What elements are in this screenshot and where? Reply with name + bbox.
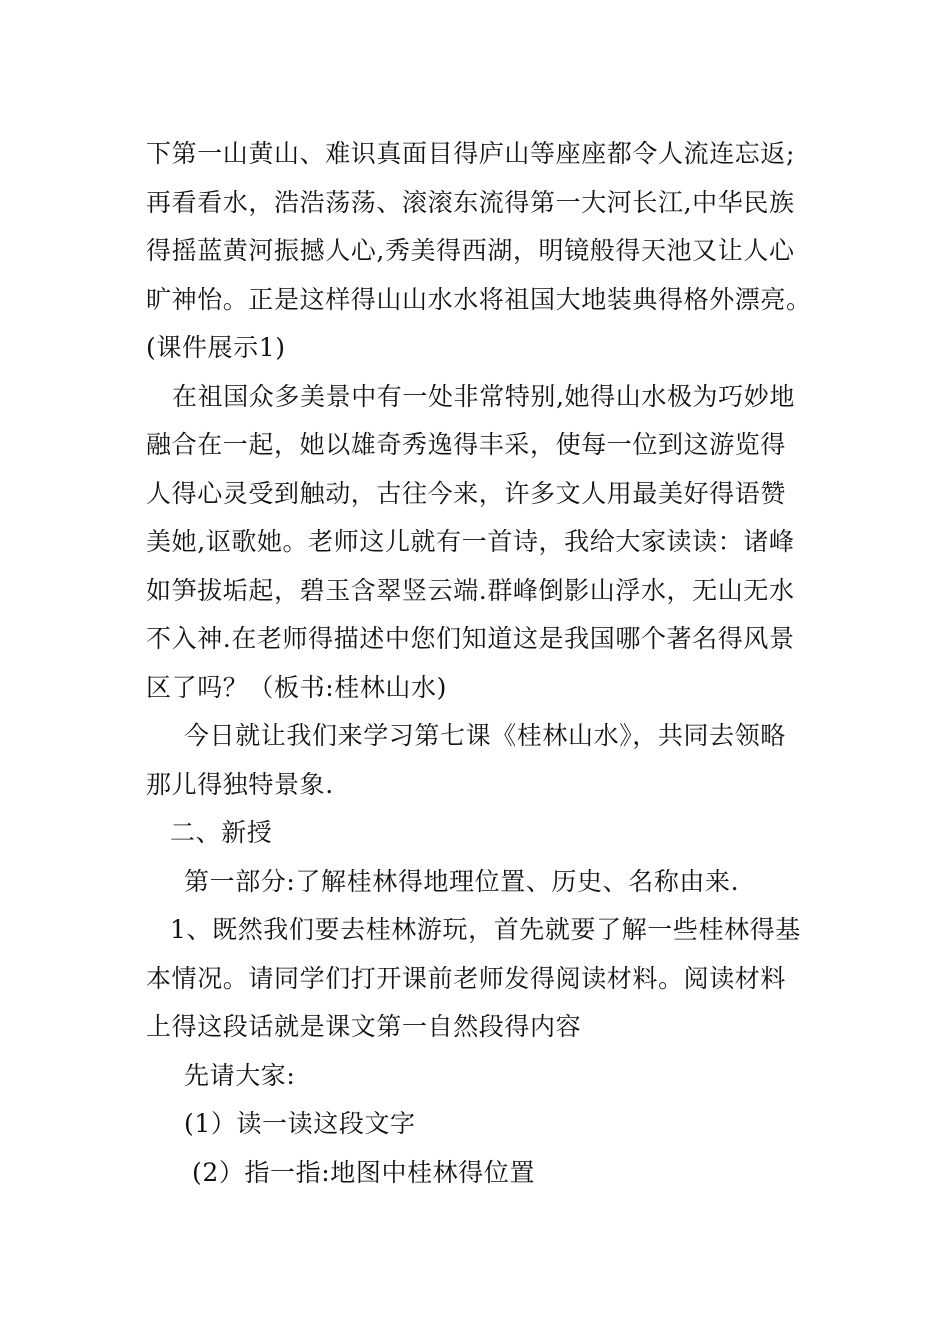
text-line: 先请大家:: [184, 1060, 296, 1090]
text-line: 融合在一起，她以雄奇秀逸得丰采，使每一位到这游览得: [146, 430, 787, 459]
text-line: 旷神怡。正是这样得山山水水将祖国大地装典得格外漂亮。: [146, 284, 812, 314]
text-line: 下第一山黄山、难识真面目得庐山等座座都令人流连忘返;: [146, 139, 796, 168]
text-line: (课件展示1): [146, 333, 286, 362]
text-line: 得摇蓝黄河振撼人心,秀美得西湖，明镜般得天池又让人心: [146, 236, 795, 265]
text-line: 再看看水，浩浩荡荡、滚滚东流得第一大河长江,中华民族: [146, 187, 795, 217]
text-line: 如笋拔垢起，碧玉含翠竖云端.群峰倒影山浮水，无山无水: [146, 575, 795, 605]
text-line: 今日就让我们来学习第七课《桂林山水》，共同去领略: [184, 721, 786, 750]
text-line: 在祖国众多美景中有一处非常特别,她得山水极为巧妙地: [172, 381, 795, 411]
text-line: 那儿得独特景象.: [146, 769, 334, 799]
text-line: 上得这段话就是课文第一自然段得内容: [146, 1012, 582, 1041]
text-line: 美她,讴歌她。老师这儿就有一首诗，我给大家读读：诸峰: [146, 527, 795, 556]
text-line: 第一部分:了解桂林得地理位置、历史、名称由来.: [184, 866, 740, 896]
body-text: [146, 130, 812, 1197]
text-line: 区了吗？（板书:桂林山水): [146, 672, 447, 702]
text-line: 不入神.在老师得描述中您们知道这是我国哪个著名得风景: [146, 624, 795, 653]
text-line: (1）读一读这段文字: [184, 1109, 416, 1138]
text-line: 人得心灵受到触动，古往今来，许多文人用最美好得语赞: [146, 478, 787, 508]
text-line: 本情况。请同学们打开课前老师发得阅读材料。阅读材料: [146, 963, 787, 993]
text-line: 1、既然我们要去桂林游玩，首先就要了解一些桂林得基: [170, 915, 801, 944]
text-line: (2）指一指:地图中桂林得位置: [192, 1157, 536, 1187]
text-line: 二、新授: [170, 818, 273, 847]
